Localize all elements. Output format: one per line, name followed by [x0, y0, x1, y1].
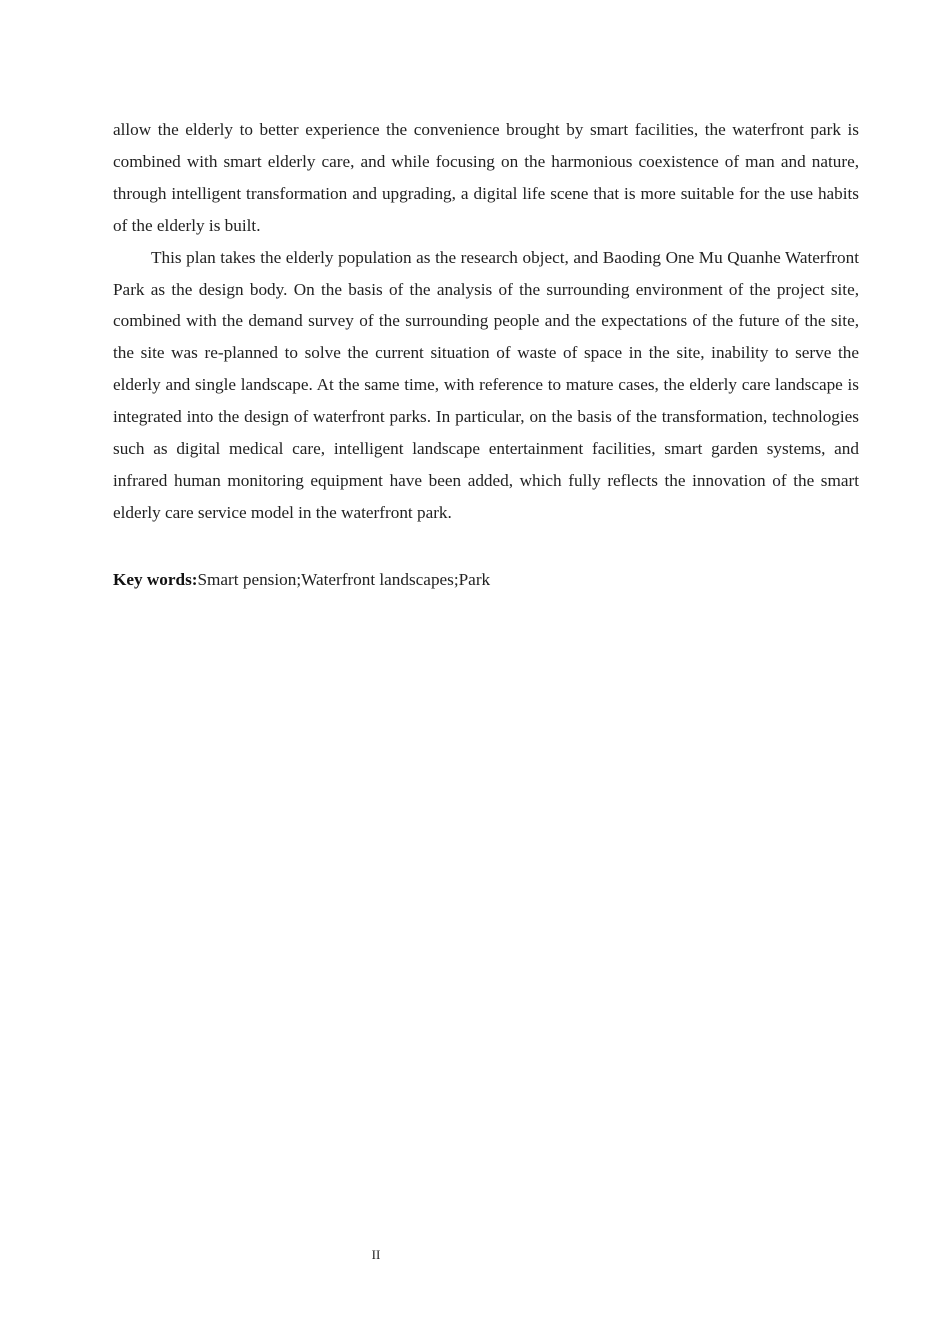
abstract-paragraph-plan: This plan takes the elderly population as the research object, and Baoding One Mu Quanhe Waterfront Park as the design body. On the basis of the analysis of the surrounding environment of the project site, combined with the demand survey of the surrounding people and the expectations of the future of the site, the site was re-planned to solve the current situation of waste of space in the site, inability to serve the elderly and single landscape. At the same time, with reference to mature cases, the elderly care landscape is integrated into the design of waterfront parks. In particular, on the basis of the transformation, technologies such as digital medical care, intelligent landscape entertainment facilities, smart garden systems, and infrared human monitoring equipment have been added, which fully reflects the innovation of the smart elderly care service model in the waterfront park. [113, 247, 859, 522]
keywords-label: Key words: [113, 569, 198, 589]
keywords-line [113, 564, 859, 596]
abstract-paragraph-continuation: allow the elderly to better experience the convenience brought by smart facilities, the waterfront park is combined with smart elderly care, and while focusing on the harmonious coexistence of man and nature, through intelligent transformation and upgrading, a digital life scene that is more suitable for the use habits of the elderly is built. [113, 120, 859, 235]
page-number: II [371, 1247, 381, 1262]
abstract-body [113, 114, 859, 596]
keywords-value: Smart pension;Waterfront landscapes;Park [197, 569, 491, 589]
